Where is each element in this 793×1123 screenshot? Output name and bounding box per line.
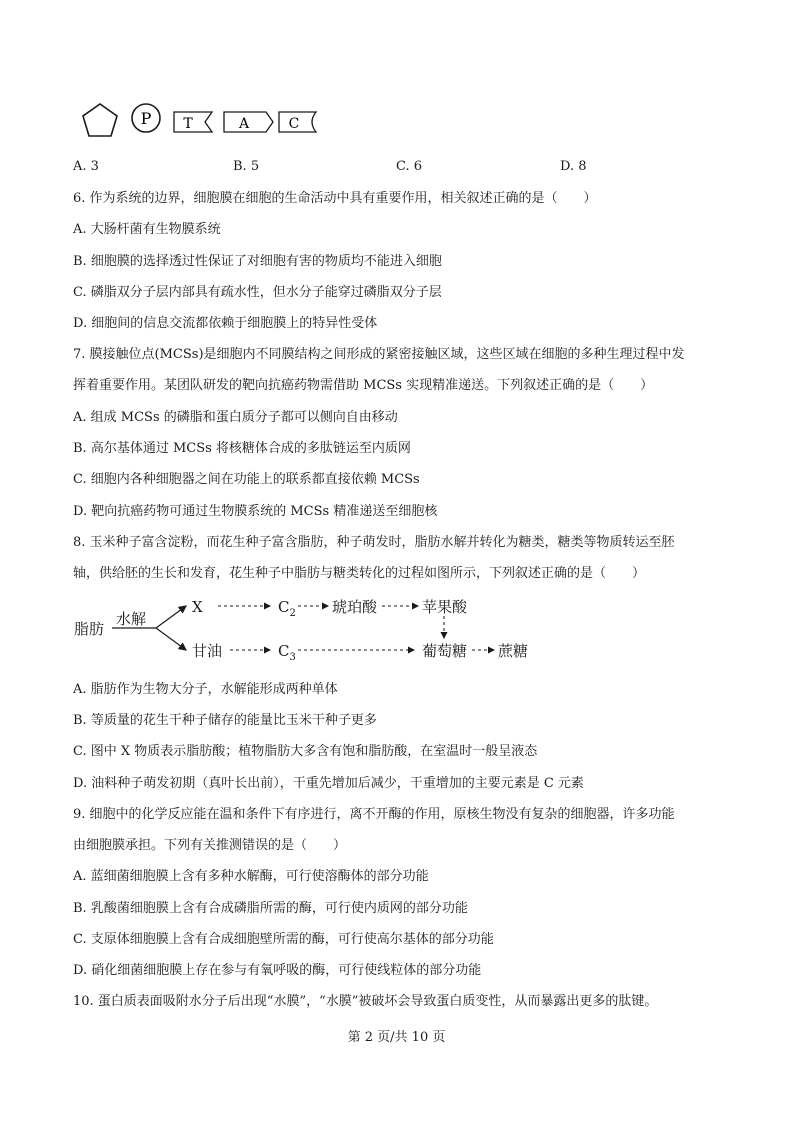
q7-option-b: B. 高尔基体通过 MCSs 将核糖体合成的多肽链运至内质网: [73, 441, 411, 456]
hydrolysis-label: 水解: [116, 610, 147, 628]
q8-option-d: D. 油料种子萌发初期（真叶长出前），干重先增加后减少，干重增加的主要元素是 C 元素: [73, 776, 584, 791]
q7-stem-line1: 7. 膜接触位点(MCSs)是细胞内不同膜结构之间形成的紧密接触区域，这些区域在细胞的多种生理过程中发: [73, 347, 685, 362]
base-box-c: [279, 112, 316, 132]
pentagon-icon: [83, 104, 117, 136]
base-label-a: A: [238, 116, 250, 132]
q7-stem-line2: 挥着重要作用。某团队研发的靶向抗癌药物需借助 MCSs 实现精准递送。下列叙述正确的是（ ）: [73, 378, 654, 393]
q6-option-b: B. 细胞膜的选择透过性保证了对细胞有害的物质均不能进入细胞: [73, 254, 442, 269]
succinic-acid-label: 琥珀酸: [332, 598, 378, 616]
q7-option-c: C. 细胞内各种细胞器之间在功能上的联系都直接依赖 MCSs: [73, 472, 420, 487]
q9-option-a: A. 蓝细菌细胞膜上含有多种水解酶，可行使溶酶体的部分功能: [73, 869, 429, 884]
base-label-c: C: [288, 116, 300, 132]
q10-stem-line1: 10. 蛋白质表面吸附水分子后出现“水膜”，“水膜”被破坏会导致蛋白质变性，从而暴露出更多的肽键。: [73, 994, 658, 1009]
q5-option-a: A. 3: [73, 159, 99, 174]
circle-label: P: [140, 109, 152, 128]
q7-option-a: A. 组成 MCSs 的磷脂和蛋白质分子都可以侧向自由移动: [73, 410, 398, 425]
base-label-t: T: [183, 116, 193, 132]
glycerol-label: 甘油: [192, 642, 223, 660]
q5-option-c: C. 6: [396, 159, 423, 174]
q8-option-c: C. 图中 X 物质表示脂肪酸；植物脂肪大多含有饱和脂肪酸，在室温时一般呈液态: [73, 744, 538, 759]
c3-label: $C_3$: [278, 642, 296, 663]
q6-stem: 6. 作为系统的边界，细胞膜在细胞的生命活动中具有重要作用，相关叙述正确的是（ ）: [73, 191, 597, 206]
fat-label: 脂肪: [74, 620, 105, 638]
base-box-t: [174, 112, 212, 132]
page-number-footer: 第 2 页/共 10 页: [347, 1030, 446, 1045]
nucleotide-shapes-figure: [78, 100, 338, 142]
phosphate-circle: [132, 104, 160, 132]
arrow-to-x: [156, 606, 186, 628]
arrow-to-glycerol: [156, 628, 186, 650]
sucrose-label: 蔗糖: [498, 642, 529, 660]
fat-conversion-diagram: [70, 594, 550, 670]
glucose-label: 葡萄糖: [422, 642, 468, 660]
q5-option-b: B. 5: [233, 159, 260, 174]
q7-option-d: D. 靶向抗癌药物可通过生物膜系统的 MCSs 精准递送至细胞核: [73, 504, 438, 519]
malic-acid-label: 苹果酸: [422, 598, 468, 616]
q9-stem-line2: 由细胞膜承担。下列有关推测错误的是（ ）: [73, 838, 347, 853]
q8-option-a: A. 脂肪作为生物大分子，水解能形成两种单体: [73, 682, 338, 697]
q6-option-c: C. 磷脂双分子层内部具有疏水性，但水分子能穿过磷脂双分子层: [73, 285, 442, 300]
base-box-a: [224, 112, 273, 132]
q5-option-d: D. 8: [560, 159, 587, 174]
q6-option-a: A. 大肠杆菌有生物膜系统: [73, 222, 221, 237]
q8-stem-line2: 轴，供给胚的生长和发育，花生种子中脂肪与糖类转化的过程如图所示，下列叙述正确的是（ ）: [73, 566, 646, 581]
q8-stem-line1: 8. 玉米种子富含淀粉，而花生种子富含脂肪，种子萌发时，脂肪水解并转化为糖类，糖类等物质转运至胚: [73, 535, 675, 550]
x-label: X: [192, 598, 203, 616]
q9-option-b: B. 乳酸菌细胞膜上含有合成磷脂所需的酶，可行使内质网的部分功能: [73, 901, 468, 916]
q9-stem-line1: 9. 细胞中的化学反应能在温和条件下有序进行，离不开酶的作用，原核生物没有复杂的细胞器，许多功能: [73, 807, 675, 822]
q6-option-d: D. 细胞间的信息交流都依赖于细胞膜上的特异性受体: [73, 316, 378, 331]
q9-option-c: C. 支原体细胞膜上含有合成细胞壁所需的酶，可行使高尔基体的部分功能: [73, 932, 494, 947]
c2-label: $C_2$: [278, 598, 296, 619]
q8-option-b: B. 等质量的花生干种子储存的能量比玉米干种子更多: [73, 713, 377, 728]
q9-option-d: D. 硝化细菌细胞膜上存在参与有氧呼吸的酶，可行使线粒体的部分功能: [73, 963, 482, 978]
